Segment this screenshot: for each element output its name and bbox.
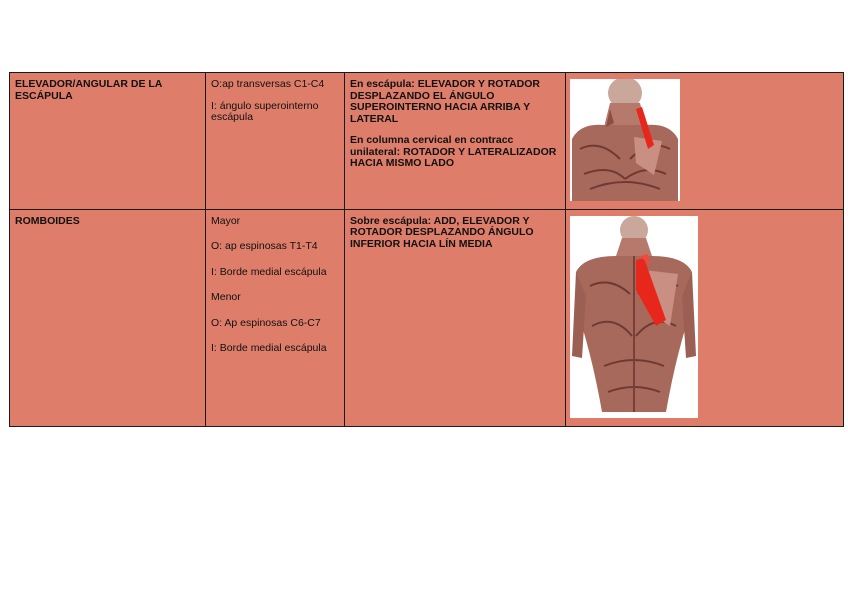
action-text: Sobre escápula: ADD, ELEVADOR Y ROTADOR DESPLAZANDO ÁNGULO INFERIOR HACIA LÍN MEDIA (350, 214, 534, 250)
table-row (10, 209, 844, 426)
insertion-text: I: Borde medial escápula (211, 342, 327, 355)
subgroup-label: Menor (211, 291, 241, 304)
insertion-text: I: ángulo superointerno escápula (211, 99, 319, 123)
origin-text: O:ap transversas C1-C4 (211, 78, 325, 90)
actions-cell (345, 73, 566, 210)
table-row (10, 73, 844, 210)
muscle-name-cell (10, 209, 206, 426)
rhomboid-illustration-icon (570, 216, 698, 418)
levator-scapulae-illustration-icon (570, 79, 680, 201)
image-cell (566, 209, 844, 426)
subgroup-label: Mayor (211, 214, 241, 227)
image-cell (566, 73, 844, 210)
origin-text: O: ap espinosas T1-T4 (211, 240, 318, 253)
muscle-name: ELEVADOR/ANGULAR DE LA ESCÁPULA (15, 78, 162, 102)
action-text: En columna cervical en contracc unilateral: ROTADOR Y LATERALIZADOR HACIA MISMO LADO (350, 134, 557, 169)
muscle-name: ROMBOIDES (15, 214, 80, 227)
origin-text: O: Ap espinosas C6-C7 (211, 316, 321, 329)
insertions-cell (206, 73, 345, 210)
muscle-name-cell (10, 73, 206, 210)
insertion-text: I: Borde medial escápula (211, 265, 327, 278)
action-text: En escápula: ELEVADOR Y ROTADOR DESPLAZANDO EL ÁNGULO SUPEROINTERNO HACIA ARRIBA Y LATERAL (350, 78, 541, 125)
insertions-cell (206, 209, 345, 426)
muscle-table (9, 72, 844, 427)
actions-cell (345, 209, 566, 426)
